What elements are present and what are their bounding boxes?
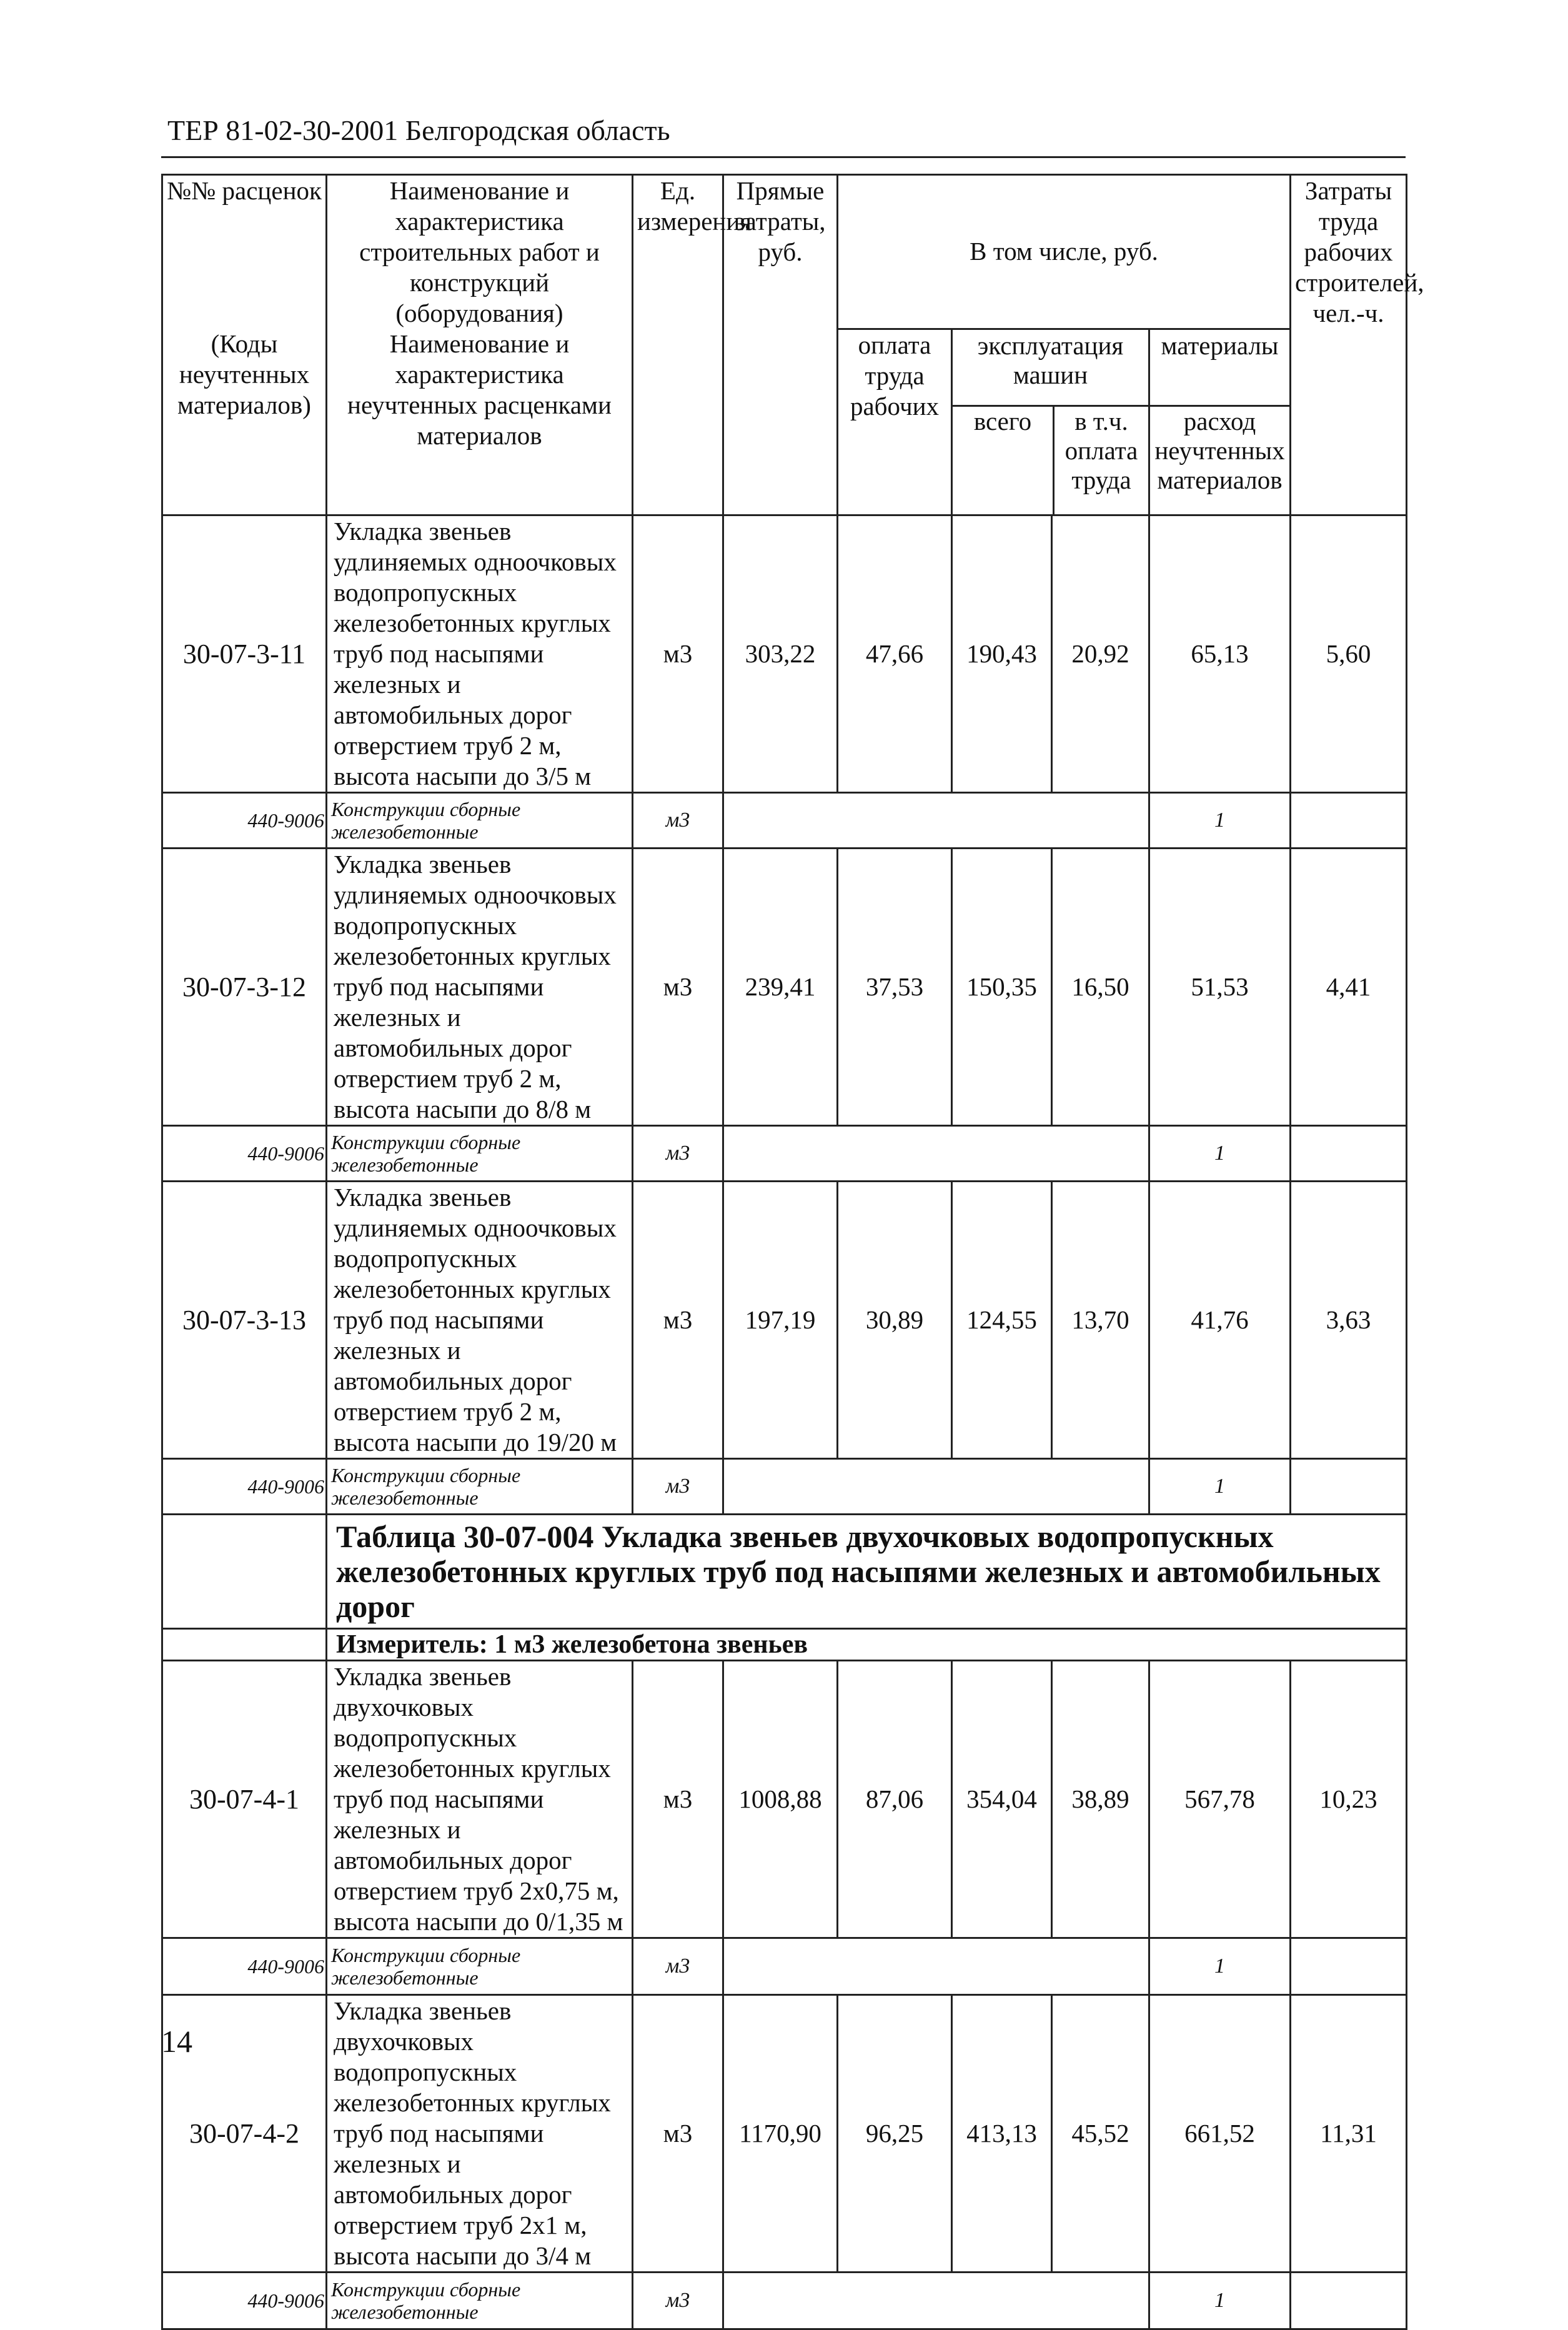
- material-code: 440-9006: [162, 1938, 327, 1994]
- material-unit: м3: [633, 1125, 723, 1181]
- material-code: 440-9006: [162, 792, 327, 848]
- rate-machines-wage: 13,70: [1052, 1181, 1149, 1458]
- rate-code: 30-07-4-2: [162, 1994, 327, 2272]
- header-direct: Прямые затраты, руб.: [723, 175, 838, 515]
- page-number: 14: [161, 2024, 192, 2059]
- rate-machines-wage: 20,92: [1052, 515, 1149, 792]
- table-header-row-1: [162, 175, 1407, 329]
- rate-wage: 30,89: [838, 1181, 952, 1458]
- material-unit: м3: [633, 2272, 723, 2329]
- rate-unit: м3: [633, 1994, 723, 2272]
- rate-unit: м3: [633, 515, 723, 792]
- rate-machines-wage: 45,52: [1052, 1994, 1149, 2272]
- rate-labor: 11,31: [1291, 1994, 1407, 2272]
- rate-code: 30-07-3-12: [162, 848, 327, 1125]
- rate-labor: 4,41: [1291, 848, 1407, 1125]
- material-name: Конструкции сборные железобетонные: [327, 1938, 633, 1994]
- table-row: [162, 848, 1407, 1125]
- header-name-bottom: Наименование и характеристика неучтенных расценками материалов: [327, 329, 633, 515]
- header-machines: [952, 329, 1149, 515]
- rate-machines-total: 413,13: [952, 1994, 1052, 2272]
- header-labor: Затраты труда рабочих строителей, чел.-ч.: [1291, 175, 1407, 515]
- rate-direct-cost: 303,22: [723, 515, 838, 792]
- material-code: 440-9006: [162, 2272, 327, 2329]
- rate-materials: 65,13: [1149, 515, 1291, 792]
- rate-machines-total: 150,35: [952, 848, 1052, 1125]
- rate-unit: м3: [633, 1660, 723, 1938]
- table-row: [162, 1181, 1407, 1458]
- material-blank: [723, 1125, 1149, 1181]
- document-header: ТЕР 81-02-30-2001 Белгородская область: [167, 114, 670, 146]
- rate-wage: 87,06: [838, 1660, 952, 1938]
- rate-wage: 96,25: [838, 1994, 952, 2272]
- material-row: [162, 1458, 1407, 1514]
- rate-materials: 41,76: [1149, 1181, 1291, 1458]
- header-mach-total: всего: [953, 407, 1054, 514]
- header-materials-label: материалы: [1150, 330, 1289, 407]
- material-blank: [723, 2272, 1149, 2329]
- material-row: [162, 1125, 1407, 1181]
- material-blank: [723, 792, 1149, 848]
- material-qty: 1: [1149, 1458, 1291, 1514]
- material-name: Конструкции сборные железобетонные: [327, 792, 633, 848]
- rate-materials: 51,53: [1149, 848, 1291, 1125]
- material-row: [162, 2272, 1407, 2329]
- section-title-blank: [162, 1514, 327, 1628]
- material-blank-end: [1291, 1125, 1407, 1181]
- rate-direct-cost: 239,41: [723, 848, 838, 1125]
- material-unit: м3: [633, 792, 723, 848]
- material-unit: м3: [633, 1938, 723, 1994]
- rate-unit: м3: [633, 848, 723, 1125]
- rates-table: [161, 174, 1424, 2330]
- rate-name: Укладка звеньев удлиняемых одноочковых водопропускных железобетонных круглых труб под насыпями железных и автомобильных дорог отверстием труб 2 м, высота насыпи до 3/5 м: [327, 515, 633, 792]
- material-row: [162, 792, 1407, 848]
- measure-label: Измеритель: 1 м3 железобетона звеньев: [327, 1628, 1407, 1660]
- rate-code: 30-07-4-1: [162, 1660, 327, 1938]
- rate-name: Укладка звеньев удлиняемых одноочковых водопропускных железобетонных круглых труб под насыпями железных и автомобильных дорог отверстием труб 2 м, высота насыпи до 8/8 м: [327, 848, 633, 1125]
- rate-unit: м3: [633, 1181, 723, 1458]
- material-unit: м3: [633, 1458, 723, 1514]
- material-code: 440-9006: [162, 1458, 327, 1514]
- rate-materials: 567,78: [1149, 1660, 1291, 1938]
- rate-name: Укладка звеньев двухочковых водопропускных железобетонных круглых труб под насыпями железных и автомобильных дорог отверстием труб 2х0,75 м, высота насыпи до 0/1,35 м: [327, 1660, 633, 1938]
- header-unit: Ед. измерения: [633, 175, 723, 515]
- material-blank-end: [1291, 792, 1407, 848]
- table-row: [162, 1994, 1407, 2272]
- material-qty: 1: [1149, 2272, 1291, 2329]
- rate-wage: 47,66: [838, 515, 952, 792]
- material-code: 440-9006: [162, 1125, 327, 1181]
- rate-machines-wage: 16,50: [1052, 848, 1149, 1125]
- header-machines-label: эксплуатация машин: [953, 330, 1148, 407]
- rate-code: 30-07-3-11: [162, 515, 327, 792]
- rate-materials: 661,52: [1149, 1994, 1291, 2272]
- measure-row: [162, 1628, 1407, 1660]
- header-rule: [161, 156, 1406, 158]
- rate-labor: 3,63: [1291, 1181, 1407, 1458]
- header-name-top: Наименование и характеристика строительных работ и конструкций (оборудования): [327, 175, 633, 329]
- material-name: Конструкции сборные железобетонные: [327, 2272, 633, 2329]
- material-row: [162, 1938, 1407, 1994]
- measure-blank: [162, 1628, 327, 1660]
- material-blank-end: [1291, 2272, 1407, 2329]
- rate-machines-total: 190,43: [952, 515, 1052, 792]
- rate-name: Укладка звеньев удлиняемых одноочковых водопропускных железобетонных круглых труб под насыпями железных и автомобильных дорог отверстием труб 2 м, высота насыпи до 19/20 м: [327, 1181, 633, 1458]
- rate-labor: 5,60: [1291, 515, 1407, 792]
- rate-code: 30-07-3-13: [162, 1181, 327, 1458]
- rate-direct-cost: 1008,88: [723, 1660, 838, 1938]
- material-qty: 1: [1149, 792, 1291, 848]
- material-qty: 1: [1149, 1938, 1291, 1994]
- table-title: Таблица 30-07-004 Укладка звеньев двухочковых водопропускных железобетонных круглых труб под насыпями железных и автомобильных дорог: [327, 1514, 1407, 1628]
- header-incl: В том числе, руб.: [838, 175, 1291, 329]
- rate-direct-cost: 1170,90: [723, 1994, 838, 2272]
- header-mat-unacc: расход неучтенных материалов: [1154, 406, 1285, 494]
- header-code-top: №№ расценок: [162, 175, 327, 329]
- header-materials: [1149, 329, 1291, 515]
- rate-name: Укладка звеньев двухочковых водопропускных железобетонных круглых труб под насыпями железных и автомобильных дорог отверстием труб 2х1 м, высота насыпи до 3/4 м: [327, 1994, 633, 2272]
- material-blank-end: [1291, 1458, 1407, 1514]
- material-qty: 1: [1149, 1125, 1291, 1181]
- material-name: Конструкции сборные железобетонные: [327, 1458, 633, 1514]
- table-row: [162, 1660, 1407, 1938]
- material-blank-end: [1291, 1938, 1407, 1994]
- table-row: [162, 515, 1407, 792]
- header-mach-wage: в т.ч. оплата труда: [1064, 406, 1138, 494]
- section-title-row: [162, 1514, 1407, 1628]
- material-blank: [723, 1938, 1149, 1994]
- rate-machines-wage: 38,89: [1052, 1660, 1149, 1938]
- rate-machines-total: 354,04: [952, 1660, 1052, 1938]
- material-blank: [723, 1458, 1149, 1514]
- header-wage: оплата труда рабочих: [838, 329, 952, 515]
- rate-direct-cost: 197,19: [723, 1181, 838, 1458]
- rate-wage: 37,53: [838, 848, 952, 1125]
- material-name: Конструкции сборные железобетонные: [327, 1125, 633, 1181]
- rate-labor: 10,23: [1291, 1660, 1407, 1938]
- rate-machines-total: 124,55: [952, 1181, 1052, 1458]
- header-code-bottom: (Коды неучтенных материалов): [162, 329, 327, 515]
